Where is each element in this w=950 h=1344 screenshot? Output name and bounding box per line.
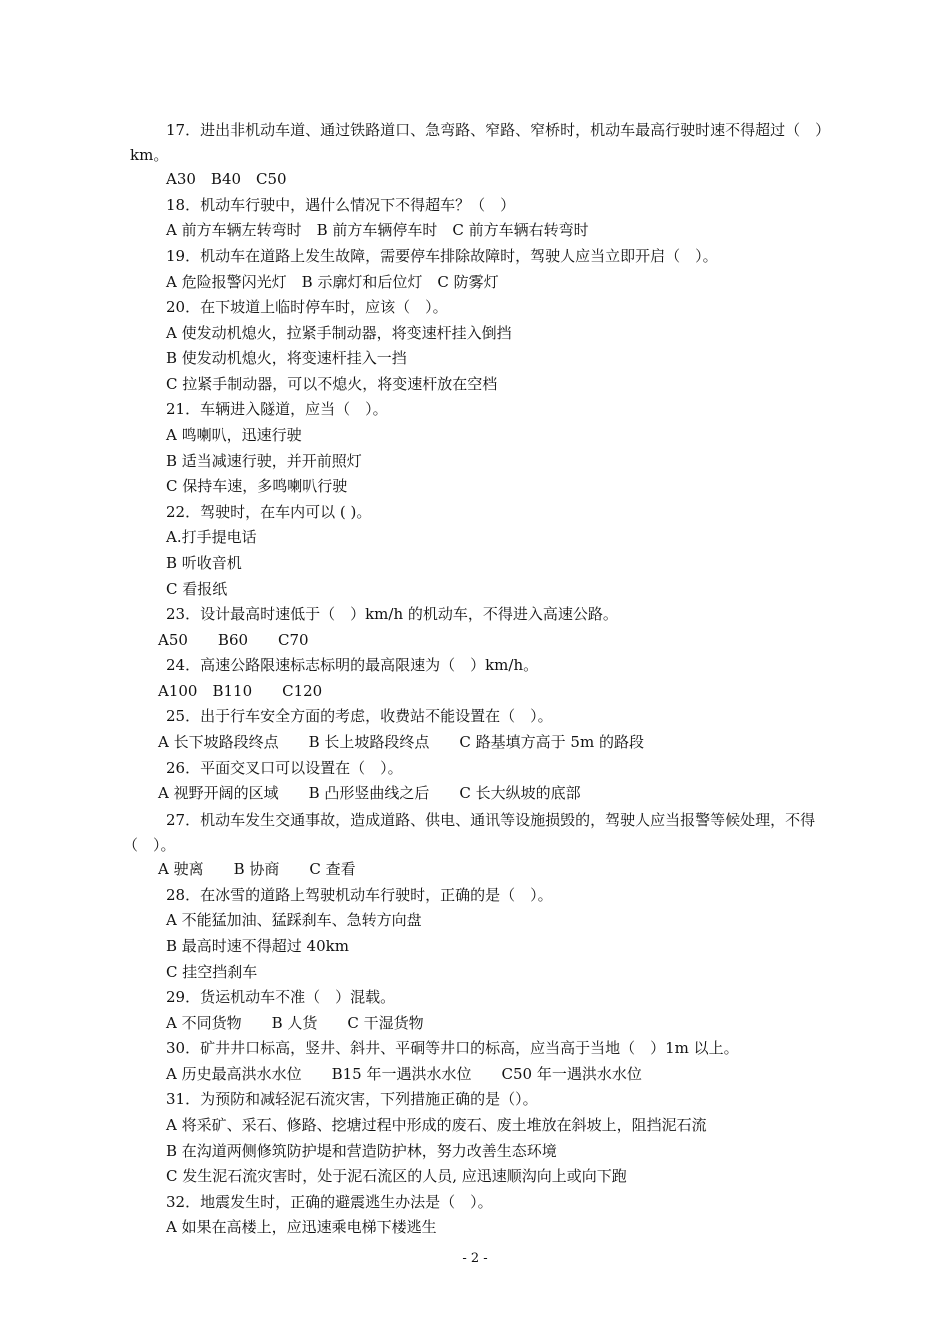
q27-options: A 驶离 B 协商 C 查看 (158, 860, 356, 878)
q30-text: 30．矿井井口标高，竖井、斜井、平硐等井口的标高，应当高于当地（ ）1m 以上。 (166, 1039, 739, 1057)
q31-option-a: A 将采矿、采石、修路、挖塘过程中形成的废石、废土堆放在斜坡上，阻挡泥石流 (166, 1116, 707, 1134)
q21-option-a: A 鸣喇叭，迅速行驶 (166, 426, 302, 444)
q27-text: 27．机动车发生交通事故，造成道路、供电、通讯等设施损毁的，驾驶人应当报警等候处理，不得（ ）。 (123, 811, 816, 854)
q28-option-a: A 不能猛加油、猛踩刹车、急转方向盘 (166, 911, 422, 929)
q31-text: 31．为预防和减轻泥石流灾害，下列措施正确的是（）。 (166, 1090, 538, 1108)
q21-text: 21．车辆进入隧道，应当（ ）。 (166, 400, 388, 418)
q24-options: A100 B110 C120 (158, 682, 323, 700)
q28-option-c: C 挂空挡刹车 (166, 963, 258, 981)
q25-options: A 长下坡路段终点 B 长上坡路段终点 C 路基填方高于 5m 的路段 (158, 733, 644, 751)
q19-options: A 危险报警闪光灯 B 示廓灯和后位灯 C 防雾灯 (166, 273, 499, 291)
q17-options: A30 B40 C50 (166, 170, 287, 188)
q18-text: 18．机动车行驶中，遇什么情况下不得超车？（ ） (166, 196, 516, 214)
q24-text: 24．高速公路限速标志标明的最高限速为（ ）km/h。 (166, 656, 539, 674)
q31-option-b: B 在沟道两侧修筑防护堤和营造防护林，努力改善生态环境 (166, 1142, 557, 1160)
q19-text: 19．机动车在道路上发生故障，需要停车排除故障时，驾驶人应当立即开启（ ）。 (166, 247, 718, 265)
q28-text: 28．在冰雪的道路上驾驶机动车行驶时，正确的是（ ）。 (166, 886, 553, 904)
page-number: - 2 - (462, 1251, 488, 1266)
q25-text: 25．出于行车安全方面的考虑，收费站不能设置在（ ）。 (166, 707, 553, 725)
q22-option-a: A.打手提电话 (166, 528, 257, 546)
q22-option-c: C 看报纸 (166, 580, 228, 598)
q26-options: A 视野开阔的区域 B 凸形竖曲线之后 C 长大纵坡的底部 (158, 784, 581, 802)
q32-option-a: A 如果在高楼上，应迅速乘电梯下楼逃生 (166, 1218, 437, 1236)
q29-text: 29．货运机动车不准（ ）混载。 (166, 988, 396, 1006)
q20-option-a: A 使发动机熄火，拉紧手制动器，将变速杆挂入倒挡 (166, 324, 512, 342)
q18-options: A 前方车辆左转弯时 B 前方车辆停车时 C 前方车辆右转弯时 (166, 221, 589, 239)
q29-options: A 不同货物 B 人货 C 干湿货物 (166, 1014, 424, 1032)
q21-option-c: C 保持车速，多鸣喇叭行驶 (166, 477, 348, 495)
q23-options: A50 B60 C70 (158, 631, 309, 649)
q20-option-c: C 拉紧手制动器，可以不熄火，将变速杆放在空档 (166, 375, 498, 393)
q20-option-b: B 使发动机熄火，将变速杆挂入一挡 (166, 349, 407, 367)
q23-text: 23．设计最高时速低于（ ）km/h 的机动车，不得进入高速公路。 (166, 605, 618, 623)
q28-option-b: B 最高时速不得超过 40km (166, 937, 349, 955)
q30-options: A 历史最高洪水水位 B15 年一遇洪水水位 C50 年一遇洪水水位 (166, 1065, 642, 1083)
q17-text: 17．进出非机动车道、通过铁路道口、急弯路、窄路、窄桥时，机动车最高行驶时速不得超过（ ）km。 (130, 121, 831, 164)
q32-text: 32．地震发生时，正确的避震逃生办法是（ ）。 (166, 1193, 493, 1211)
q22-option-b: B 听收音机 (166, 554, 242, 572)
q21-option-b: B 适当减速行驶，并开前照灯 (166, 452, 362, 470)
q26-text: 26．平面交叉口可以设置在（ ）。 (166, 759, 403, 777)
q22-text: 22．驾驶时，在车内可以 ( )。 (166, 503, 372, 521)
q20-text: 20．在下坡道上临时停车时，应该（ ）。 (166, 298, 448, 316)
q31-option-c: C 发生泥石流灾害时，处于泥石流区的人员, 应迅速顺沟向上或向下跑 (166, 1167, 627, 1185)
